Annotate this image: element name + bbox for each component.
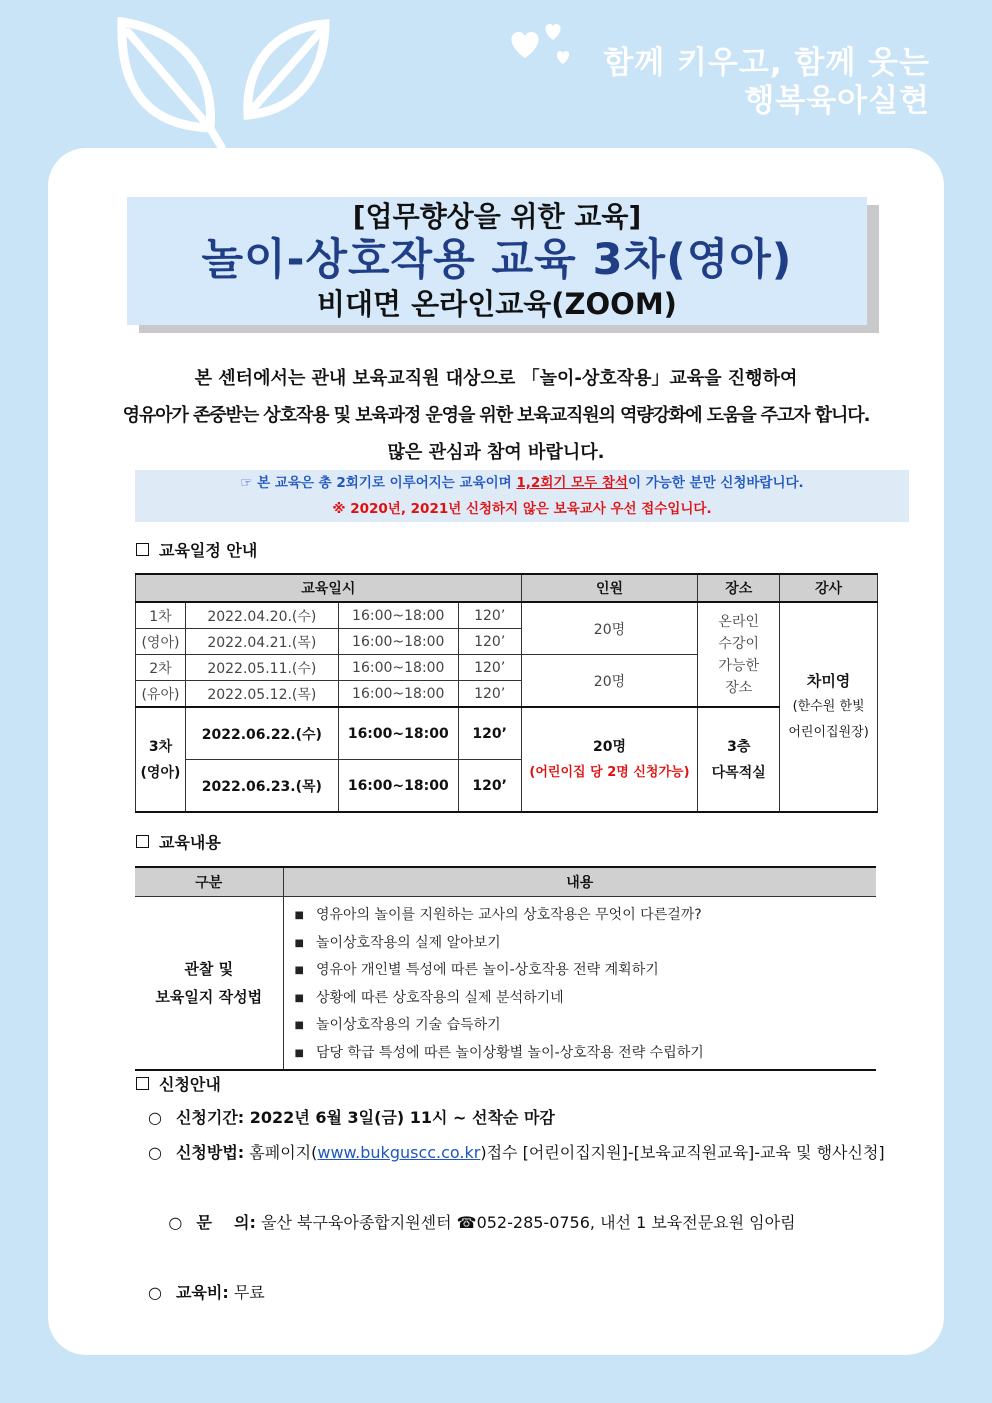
header-instructor: 강사 — [780, 574, 878, 602]
title-line1: [업무향상을 위한 교육] — [352, 200, 642, 233]
header-place: 장소 — [698, 574, 780, 602]
list-item: ■ 영유아 개인별 특성에 따른 놀이-상호작용 전략 계획하기 — [295, 957, 876, 985]
notice-highlight: 1,2회기 모두 참석 — [516, 475, 628, 491]
apply-fee: ○ 교육비: 무료 — [148, 1283, 265, 1302]
session-date: 2022.05.11.(수) — [185, 655, 338, 681]
hearts-icon — [505, 18, 575, 68]
session-time: 16:00~18:00 — [338, 760, 458, 813]
checkbox-square-icon — [136, 543, 149, 556]
people-count: 20명 (어린이집 당 2명 신청가능) — [521, 707, 698, 812]
people-count: 20명 — [521, 602, 698, 655]
round: 2차 — [136, 655, 186, 681]
header-category: 구분 — [135, 867, 283, 897]
header-date: 교육일시 — [136, 574, 522, 602]
round3: 3차 (영아) — [136, 707, 186, 812]
table-header-row — [136, 574, 878, 602]
notice-part1: 본 교육은 총 2회기로 이루어지는 교육이며 — [257, 475, 512, 491]
apply-info — [148, 1100, 885, 1310]
slogan-line1: 함께 키우고, 함께 웃는 — [603, 45, 930, 81]
slogan — [603, 44, 930, 120]
notice-part2: 이 가능한 분만 신청바랍니다. — [627, 475, 804, 491]
list-item: ■ 담당 학급 특성에 따른 놀이상황별 놀이-상호작용 전략 수립하기 — [295, 1040, 876, 1068]
content-section-title: 교육내용 — [136, 830, 221, 853]
content-list — [285, 902, 876, 1068]
apply-method: ○ 신청방법: 홈페이지(www.bukguscc.co.kr)접수 [어린이집지원]-[보육교직원교육]-교육 및 행사신청] — [148, 1143, 885, 1162]
place3: 3층 다목적실 — [698, 707, 780, 812]
content-list-cell — [283, 897, 876, 1070]
list-item: ■ 놀이상호작용의 실제 알아보기 — [295, 930, 876, 958]
notice-line2: ※ 2020년, 2021년 신청하지 않은 보육교사 우선 접수입니다. — [332, 501, 712, 517]
table-row — [136, 707, 878, 760]
people-count: 20명 — [521, 655, 698, 708]
instructor: 차미영 (한수원 한빛 어린이집원장) — [780, 602, 878, 812]
session-time: 16:00~18:00 — [338, 655, 458, 681]
title-line3: 비대면 온라인교육(ZOOM) — [317, 287, 677, 321]
checkbox-square-icon — [136, 835, 149, 848]
header-content: 내용 — [283, 867, 876, 897]
intro-line1: 본 센터에서는 관내 보육교직원 대상으로 「놀이-상호작용」교육을 진행하여 — [194, 368, 798, 389]
intro-line3: 많은 관심과 참여 바랍니다. — [387, 442, 605, 463]
apply-period: ○ 신청기간: 2022년 6월 3일(금) 11시 ~ 선착순 마감 — [148, 1108, 555, 1127]
title-line2: 놀이-상호작용 교육 3차(영아) — [201, 235, 793, 285]
session-time: 16:00~18:00 — [338, 629, 458, 655]
schedule-section-title: 교육일정 안내 — [136, 538, 257, 561]
leaf-logo-icon — [100, 10, 340, 150]
session-duration: 120’ — [458, 760, 521, 813]
list-item: ■ 놀이상호작용의 기술 습득하기 — [295, 1012, 876, 1040]
session-duration: 120’ — [458, 602, 521, 629]
list-item: ■ 상황에 따른 상호작용의 실제 분석하기네 — [295, 985, 876, 1013]
session-duration: 120’ — [458, 681, 521, 708]
session-date: 2022.06.23.(목) — [185, 760, 338, 813]
online-place: 온라인 수강이 가능한 장소 — [698, 602, 780, 707]
session-time: 16:00~18:00 — [338, 707, 458, 760]
table-row — [135, 897, 876, 1070]
session-duration: 120’ — [458, 655, 521, 681]
session-time: 16:00~18:00 — [338, 681, 458, 708]
people-note: (어린이집 당 2명 신청가능) — [529, 764, 690, 780]
session-duration: 120’ — [458, 707, 521, 760]
session-date: 2022.04.21.(목) — [185, 629, 338, 655]
schedule-table — [135, 573, 878, 813]
list-item: ■ 영유아의 놀이를 지원하는 교사의 상호작용은 무엇이 다른걸까? — [295, 902, 876, 930]
instructor-name: 차미영 — [806, 672, 851, 690]
round: 1차 — [136, 602, 186, 629]
table-row — [136, 602, 878, 629]
header-people: 인원 — [521, 574, 698, 602]
session-duration: 120’ — [458, 629, 521, 655]
session-date: 2022.04.20.(수) — [185, 602, 338, 629]
table-header-row — [135, 867, 876, 897]
session-date: 2022.06.22.(수) — [185, 707, 338, 760]
homepage-link[interactable]: www.bukguscc.co.kr — [317, 1143, 481, 1162]
apply-contact: ○ 문 의: 울산 북구육아종합지원센터 ☎052-285-0756, 내선 1 보육전문요원 임아림 — [168, 1213, 796, 1232]
pointing-hand-icon: ☞ — [240, 475, 253, 491]
content-category: 관찰 및 보육일지 작성법 — [135, 897, 283, 1070]
intro-text — [100, 360, 892, 471]
round-group: (영아) — [136, 629, 186, 655]
session-time: 16:00~18:00 — [338, 602, 458, 629]
content-table — [135, 866, 876, 1071]
round-group: (유아) — [136, 681, 186, 708]
title-box — [127, 197, 867, 325]
notice-box — [135, 470, 909, 522]
slogan-line2: 행복육아실현 — [744, 83, 930, 119]
session-date: 2022.05.12.(목) — [185, 681, 338, 708]
intro-line2: 영유아가 존중받는 상호작용 및 보육과정 운영을 위한 보육교직원의 역량강화에 도움을 주고자 합니다. — [122, 405, 870, 426]
checkbox-square-icon — [136, 1077, 149, 1090]
apply-section-title: 신청안내 — [136, 1072, 221, 1095]
